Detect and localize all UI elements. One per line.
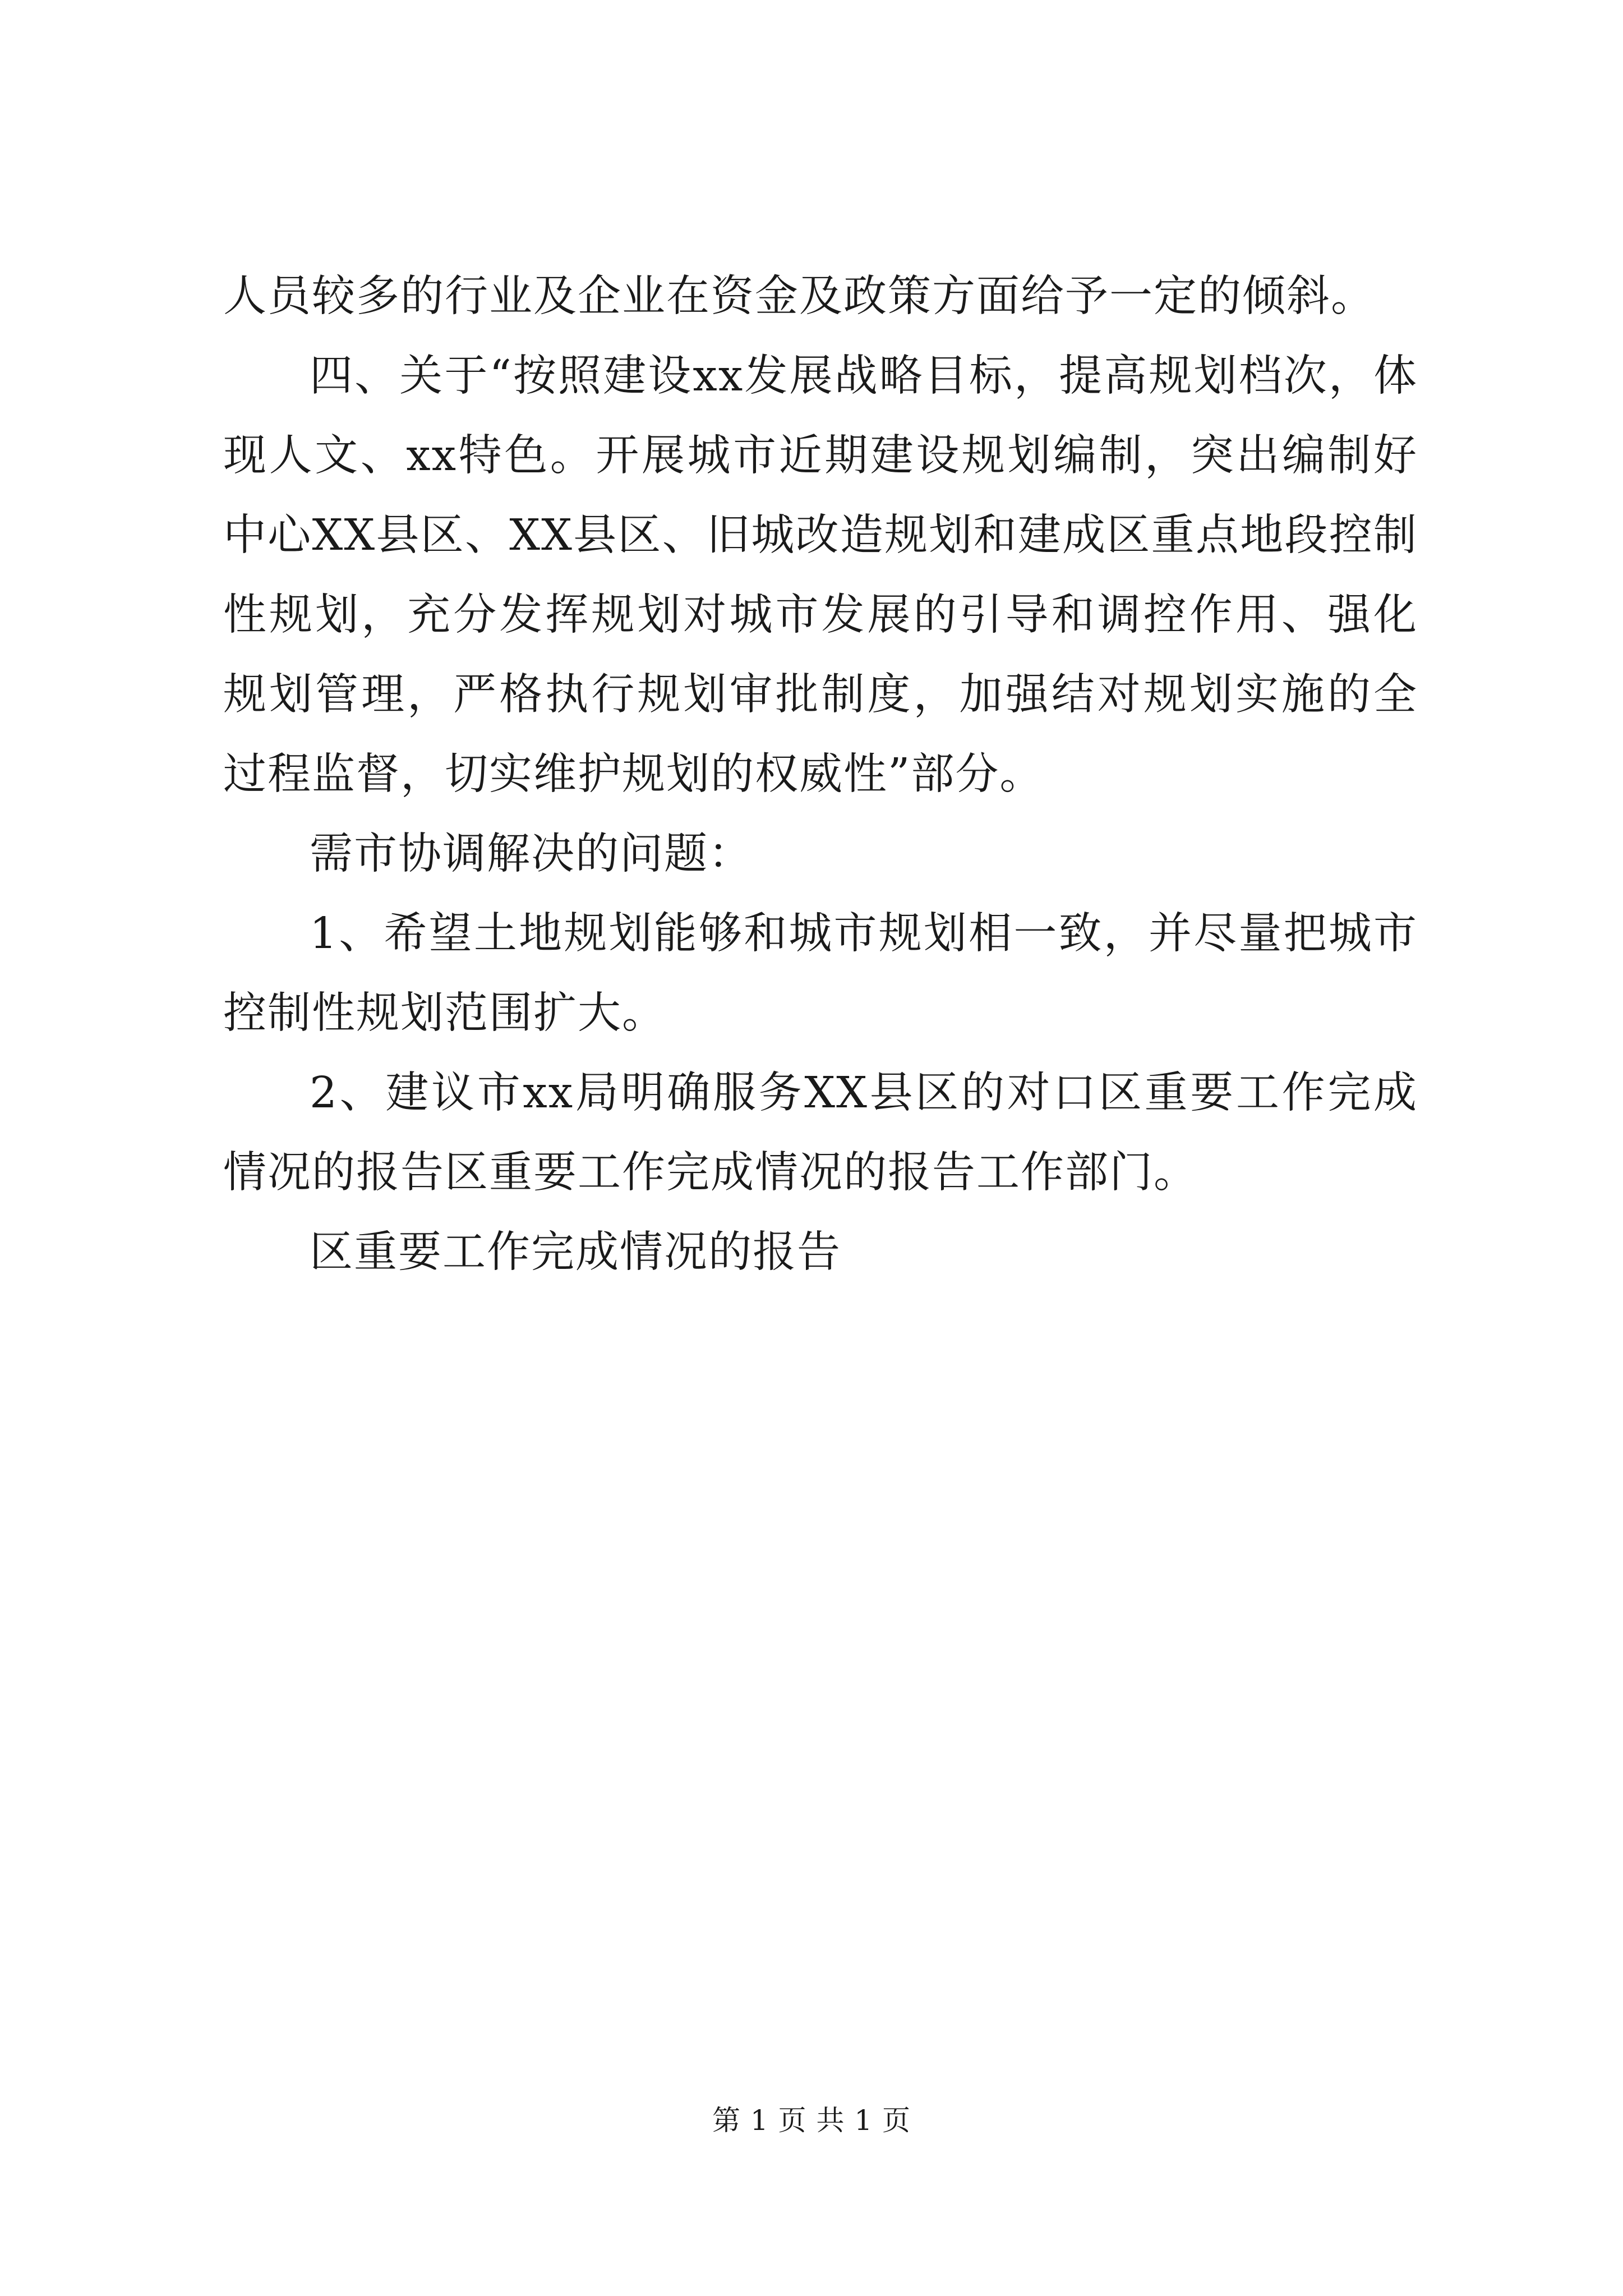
paragraph-issue-two: 2、建议市xx局明确服务XX县区的对口区重要工作完成情况的报告区重要工作完成情况的报告工作部门。 (223, 1068, 1418, 1198)
paragraph-closing-title: 区重要工作完成情况的报告 (310, 1227, 841, 1277)
document-body (223, 257, 1418, 1292)
page-number-label: 第 1 页 共 1 页 (712, 2104, 911, 2137)
paragraph-continuation: 人员较多的行业及企业在资金及政策方面给予一定的倾斜。 (223, 272, 1375, 321)
paragraph-issues-heading: 需市协调解决的问题： (310, 829, 753, 879)
paragraph-issue-one: 1、希望土地规划能够和城市规划相一致，并尽量把城市控制性规划范围扩大。 (223, 909, 1418, 1038)
paragraph-section-four: 四、关于“按照建设xx发展战略目标，提高规划档次，体现人文、xx特色。开展城市近期建设规划编制，突出编制好中心XX县区、XX县区、旧城改造规划和建成区重点地段控制性规划，充分发挥规划对城市发展的引导和调控作用、强化规划管理，严格执行规划审批制度，加强结对规划实施的全过程监督，切实维护规划的权威性”部分。 (223, 351, 1418, 799)
page-footer (0, 2101, 1623, 2140)
